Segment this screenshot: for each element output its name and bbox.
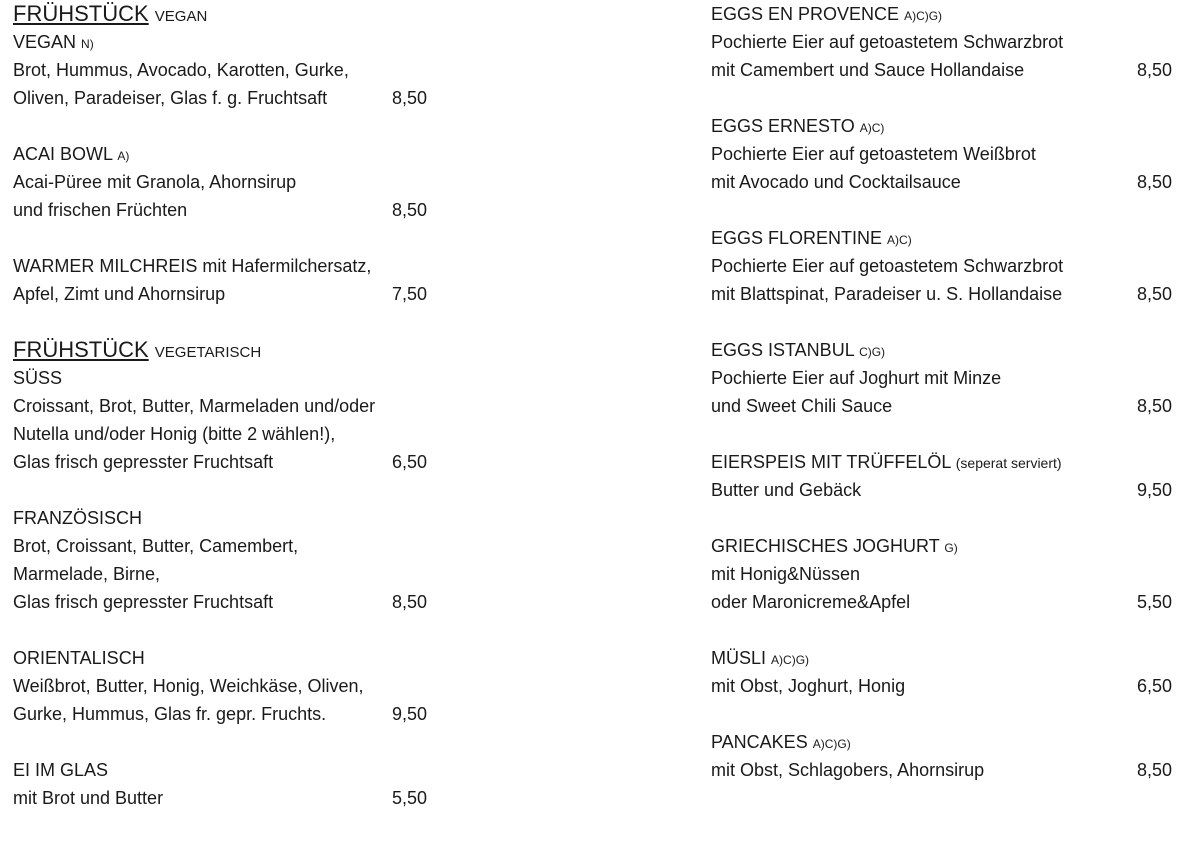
allergen-codes: N): [81, 37, 94, 51]
item-description: Oliven, Paradeiser, Glas f. g. Fruchtsaft: [13, 88, 328, 108]
menu-item-griechisches-joghurt: [711, 532, 1181, 616]
allergen-codes: A)C): [887, 233, 912, 247]
menu-item-eggs-ernesto: [711, 112, 1181, 196]
item-name: EIERSPEIS MIT TRÜFFELÖL: [711, 452, 951, 472]
item-description: Glas frisch gepresster Fruchtsaft: [13, 452, 274, 472]
item-name: PANCAKES: [711, 732, 808, 752]
menu-item-suess: [13, 364, 433, 476]
item-price: 6,50: [391, 452, 427, 472]
item-description: Pochierte Eier auf getoastetem Schwarzbrot: [711, 32, 1064, 52]
item-description: oder Maronicreme&Apfel: [711, 592, 911, 612]
menu-item-eggs-florentine: [711, 224, 1181, 308]
item-description: mit Blattspinat, Paradeiser u. S. Hollandaise: [711, 284, 1063, 304]
menu-item-ei-im-glas: [13, 756, 433, 812]
menu-item-milchreis: [13, 252, 433, 308]
allergen-codes: A): [117, 149, 130, 163]
section-heading-vegan: [13, 0, 433, 28]
item-price: 8,50: [1136, 284, 1172, 304]
item-price: 6,50: [1136, 676, 1172, 696]
allergen-codes: G): [944, 541, 958, 555]
item-name: WARMER MILCHREIS mit Hafermilchersatz,: [13, 256, 372, 276]
item-price: 8,50: [391, 200, 427, 220]
section-heading-vegetarisch: [13, 336, 433, 364]
item-name: SÜSS: [13, 368, 63, 388]
item-description: Pochierte Eier auf getoastetem Schwarzbrot: [711, 256, 1064, 276]
menu-item-eggs-en-provence: [711, 0, 1181, 84]
menu-item-muesli: [711, 644, 1181, 700]
item-price: 9,50: [1136, 480, 1172, 500]
item-description: mit Obst, Schlagobers, Ahornsirup: [711, 760, 985, 780]
menu-left-column: [13, 0, 433, 812]
item-name: EGGS EN PROVENCE: [711, 4, 900, 24]
item-description: und Sweet Chili Sauce: [711, 396, 893, 416]
item-price: 8,50: [391, 88, 427, 108]
item-description: Acai-Püree mit Granola, Ahornsirup: [13, 172, 297, 192]
item-price: 8,50: [1136, 760, 1172, 780]
allergen-codes: A)C)G): [812, 737, 851, 751]
item-description: Croissant, Brot, Butter, Marmeladen und/oder: [13, 396, 376, 416]
menu-item-acai-bowl: [13, 140, 433, 224]
menu-item-vegan: [13, 28, 433, 112]
menu-item-eggs-istanbul: [711, 336, 1181, 420]
item-name: MÜSLI: [711, 648, 767, 668]
item-name: VEGAN: [13, 32, 77, 52]
item-description: Pochierte Eier auf Joghurt mit Minze: [711, 368, 1002, 388]
item-name: ACAI BOWL: [13, 144, 113, 164]
item-description: Apfel, Zimt und Ahornsirup: [13, 284, 226, 304]
allergen-codes: C)G): [859, 345, 886, 359]
item-description: Weißbrot, Butter, Honig, Weichkäse, Oliven,: [13, 676, 364, 696]
item-price: 5,50: [391, 788, 427, 808]
item-price: 8,50: [391, 592, 427, 612]
section-title: FRÜHSTÜCK: [13, 1, 149, 26]
item-description: mit Obst, Joghurt, Honig: [711, 676, 906, 696]
item-price: 8,50: [1136, 396, 1172, 416]
item-price: 8,50: [1136, 172, 1172, 192]
item-description: mit Avocado und Cocktailsauce: [711, 172, 961, 192]
item-price: 7,50: [391, 284, 427, 304]
menu-item-orientalisch: [13, 644, 433, 728]
item-description: mit Brot und Butter: [13, 788, 164, 808]
item-name: EGGS ISTANBUL: [711, 340, 855, 360]
item-description: Gurke, Hummus, Glas fr. gepr. Fruchts.: [13, 704, 327, 724]
item-price: 8,50: [1136, 60, 1172, 80]
item-name: EGGS FLORENTINE: [711, 228, 883, 248]
item-name: ORIENTALISCH: [13, 648, 145, 668]
section-subtitle: VEGETARISCH: [154, 344, 262, 361]
item-description: Brot, Hummus, Avocado, Karotten, Gurke,: [13, 60, 349, 80]
item-description: Butter und Gebäck: [711, 480, 862, 500]
item-price: 9,50: [391, 704, 427, 724]
item-price: 5,50: [1136, 592, 1172, 612]
item-name: EI IM GLAS: [13, 760, 109, 780]
menu-item-pancakes: [711, 728, 1181, 784]
item-description: mit Camembert und Sauce Hollandaise: [711, 60, 1025, 80]
section-subtitle: VEGAN: [154, 8, 208, 25]
allergen-codes: A)C): [859, 121, 885, 135]
menu-item-franzoesisch: [13, 504, 433, 616]
item-name: FRANZÖSISCH: [13, 508, 143, 528]
allergen-codes: A)C)G): [904, 9, 943, 23]
menu-item-eierspeis: [711, 448, 1181, 504]
item-description: Marmelade, Birne,: [13, 564, 161, 584]
item-description: Brot, Croissant, Butter, Camembert,: [13, 536, 299, 556]
item-description: Nutella und/oder Honig (bitte 2 wählen!),: [13, 424, 336, 444]
item-description: und frischen Früchten: [13, 200, 188, 220]
section-title: FRÜHSTÜCK: [13, 337, 149, 362]
item-name: EGGS ERNESTO: [711, 116, 855, 136]
item-description: Pochierte Eier auf getoastetem Weißbrot: [711, 144, 1036, 164]
item-note: (seperat serviert): [955, 455, 1062, 471]
allergen-codes: A)C)G): [771, 653, 810, 667]
item-name: GRIECHISCHES JOGHURT: [711, 536, 940, 556]
item-description: Glas frisch gepresster Fruchtsaft: [13, 592, 274, 612]
menu-right-column: [711, 0, 1181, 784]
item-description: mit Honig&Nüssen: [711, 564, 861, 584]
